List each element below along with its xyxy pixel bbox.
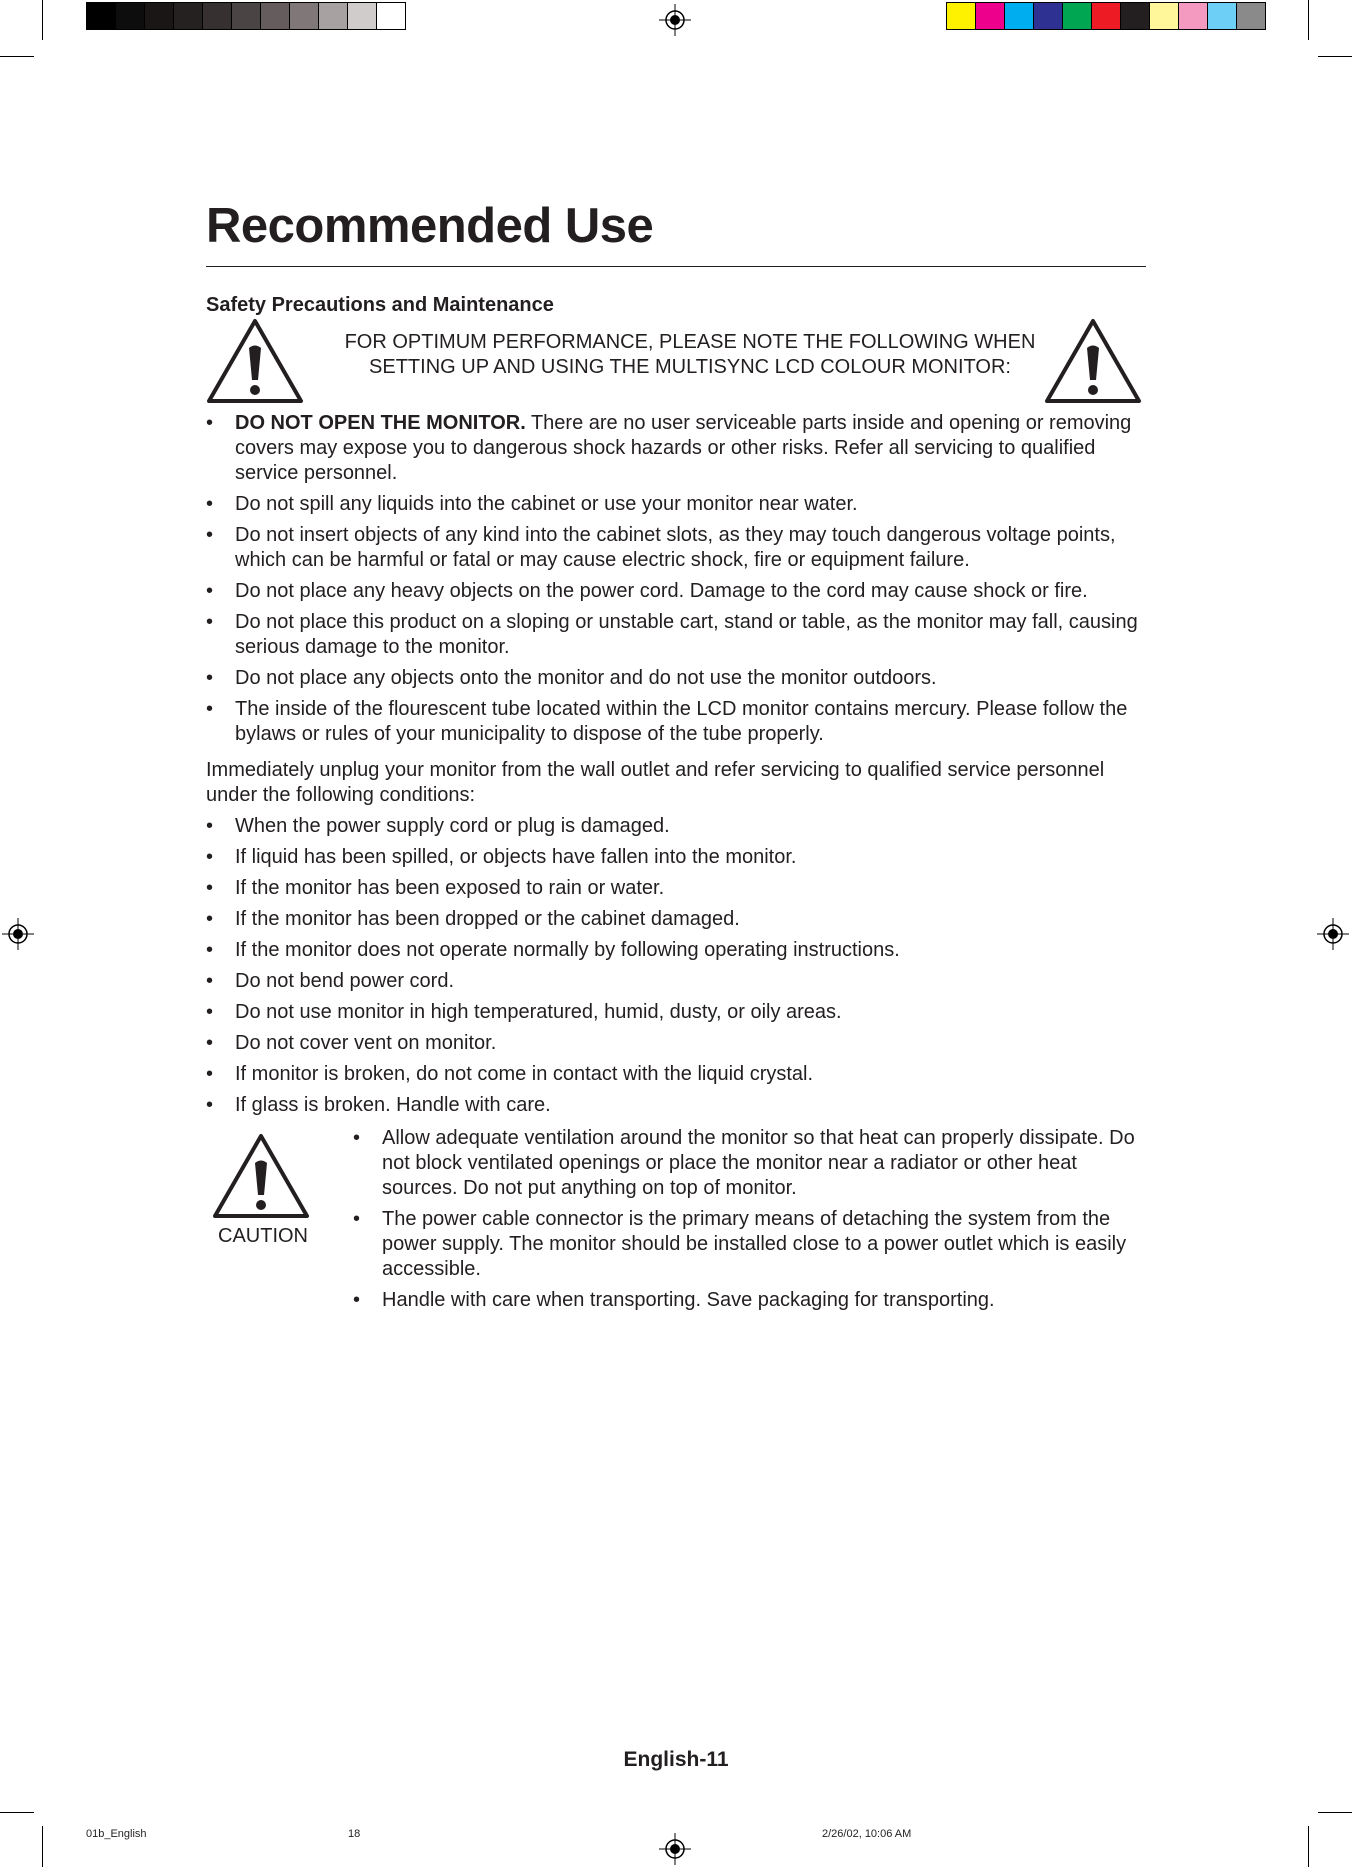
- condition-item: • If glass is broken. Handle with care.: [206, 1093, 1146, 1118]
- color-swatch: [203, 3, 232, 29]
- warning-line: FOR OPTIMUM PERFORMANCE, PLEASE NOTE THE FOLLOWING WHEN: [344, 331, 1036, 353]
- precaution-text: Do not place any objects onto the monitor and do not use the monitor outdoors.: [235, 667, 937, 689]
- precaution-item: [206, 610, 1146, 660]
- condition-item: • If monitor is broken, do not come in contact with the liquid crystal.: [206, 1062, 1146, 1087]
- color-swatch: [1150, 3, 1179, 29]
- color-swatch: [1237, 3, 1265, 29]
- crop-mark: [0, 56, 34, 57]
- color-swatch: [1034, 3, 1063, 29]
- color-swatch: [976, 3, 1005, 29]
- warning-triangle-icon: [1044, 318, 1142, 404]
- unplug-intro: Immediately unplug your monitor from the wall outlet and refer servicing to qualified service personnel under the following conditions:: [206, 759, 1105, 806]
- slug-page: 18: [348, 1828, 361, 1840]
- precaution-item: [206, 523, 1146, 573]
- cmyk-color-bar: [946, 2, 1266, 30]
- condition-item: • If the monitor does not operate normally by following operating instructions.: [206, 938, 1146, 963]
- crop-mark: [1318, 56, 1352, 57]
- color-swatch: [348, 3, 377, 29]
- color-swatch: [377, 3, 405, 29]
- precaution-text: Do not place any heavy objects on the power cord. Damage to the cord may cause shock or fire.: [235, 580, 1088, 602]
- registration-mark-icon: [1317, 918, 1349, 950]
- color-swatch: [261, 3, 290, 29]
- color-swatch: [1063, 3, 1092, 29]
- precaution-text: The inside of the flourescent tube located within the LCD monitor contains mercury. Please follow the bylaws or rules of your municipality to dispose of the tube properly.: [235, 698, 1128, 745]
- caution-list: [353, 1126, 1146, 1319]
- crop-mark: [42, 1826, 43, 1867]
- warning-triangle-icon: [206, 318, 304, 404]
- precaution-text: There are no user serviceable parts inside and opening or removing covers may expose you to dangerous shock hazards or other risks. Refer all servicing to qualified service personnel.: [235, 412, 1132, 484]
- warning-banner-text: [300, 330, 1080, 380]
- crop-mark: [1318, 1812, 1352, 1813]
- precaution-item: [206, 492, 1146, 517]
- color-swatch: [1121, 3, 1150, 29]
- condition-item: • When the power supply cord or plug is damaged.: [206, 814, 1146, 839]
- crop-mark: [1308, 0, 1309, 40]
- color-swatch: [116, 3, 145, 29]
- color-swatch: [1208, 3, 1237, 29]
- color-swatch: [319, 3, 348, 29]
- precaution-item: [206, 411, 1146, 486]
- precaution-item: [206, 697, 1146, 747]
- caution-item: • The power cable connector is the primary means of detaching the system from the power supply. The monitor should be installed close to a power outlet which is easily accessible.: [353, 1207, 1146, 1282]
- precaution-item: [206, 666, 1146, 691]
- color-swatch: [1005, 3, 1034, 29]
- condition-item: • Do not cover vent on monitor.: [206, 1031, 1146, 1056]
- crop-mark: [0, 1812, 34, 1813]
- warning-line: SETTING UP AND USING THE MULTISYNC LCD COLOUR MONITOR:: [369, 356, 1011, 378]
- precaution-item: [206, 579, 1146, 604]
- caution-item: • Handle with care when transporting. Save packaging for transporting.: [353, 1288, 1146, 1313]
- color-swatch: [1092, 3, 1121, 29]
- condition-item: • If the monitor has been exposed to rain or water.: [206, 876, 1146, 901]
- page-number: English-11: [623, 1748, 729, 1771]
- condition-item: • Do not use monitor in high temperatured, humid, dusty, or oily areas.: [206, 1000, 1146, 1025]
- slug-date: 2/26/02, 10:06 AM: [822, 1828, 912, 1840]
- section-title: Safety Precautions and Maintenance: [206, 294, 554, 316]
- condition-item: • Do not bend power cord.: [206, 969, 1146, 994]
- crop-mark: [42, 0, 43, 40]
- precaution-emphasis: DO NOT OPEN THE MONITOR.: [235, 412, 526, 434]
- color-swatch: [947, 3, 976, 29]
- crop-mark: [1308, 1826, 1309, 1867]
- precautions-list: [206, 411, 1146, 753]
- conditions-list: [206, 814, 1146, 1124]
- registration-mark-icon: [2, 918, 34, 950]
- registration-mark-icon: [659, 4, 691, 36]
- page-title: Recommended Use: [206, 199, 654, 253]
- color-swatch: [87, 3, 116, 29]
- title-divider: [206, 266, 1146, 267]
- color-swatch: [174, 3, 203, 29]
- caution-label: CAUTION: [218, 1225, 308, 1247]
- caution-triangle-icon: [212, 1133, 310, 1219]
- color-swatch: [232, 3, 261, 29]
- registration-mark-icon: [659, 1833, 691, 1865]
- condition-item: • If liquid has been spilled, or objects have fallen into the monitor.: [206, 845, 1146, 870]
- color-swatch: [145, 3, 174, 29]
- precaution-text: Do not spill any liquids into the cabinet or use your monitor near water.: [235, 493, 858, 515]
- color-swatch: [290, 3, 319, 29]
- grayscale-color-bar: [86, 2, 406, 30]
- slug-file: 01b_English: [86, 1828, 147, 1840]
- caution-item: • Allow adequate ventilation around the monitor so that heat can properly dissipate. Do not block ventilated openings or place the monitor near a radiator or other heat sources. Do not put anything on top of monitor.: [353, 1126, 1146, 1201]
- color-swatch: [1179, 3, 1208, 29]
- condition-item: • If the monitor has been dropped or the cabinet damaged.: [206, 907, 1146, 932]
- precaution-text: Do not place this product on a sloping or unstable cart, stand or table, as the monitor may fall, causing serious damage to the monitor.: [235, 611, 1138, 658]
- precaution-text: Do not insert objects of any kind into the cabinet slots, as they may touch dangerous voltage points, which can be harmful or fatal or may cause electric shock, fire or equipment failure.: [235, 524, 1116, 571]
